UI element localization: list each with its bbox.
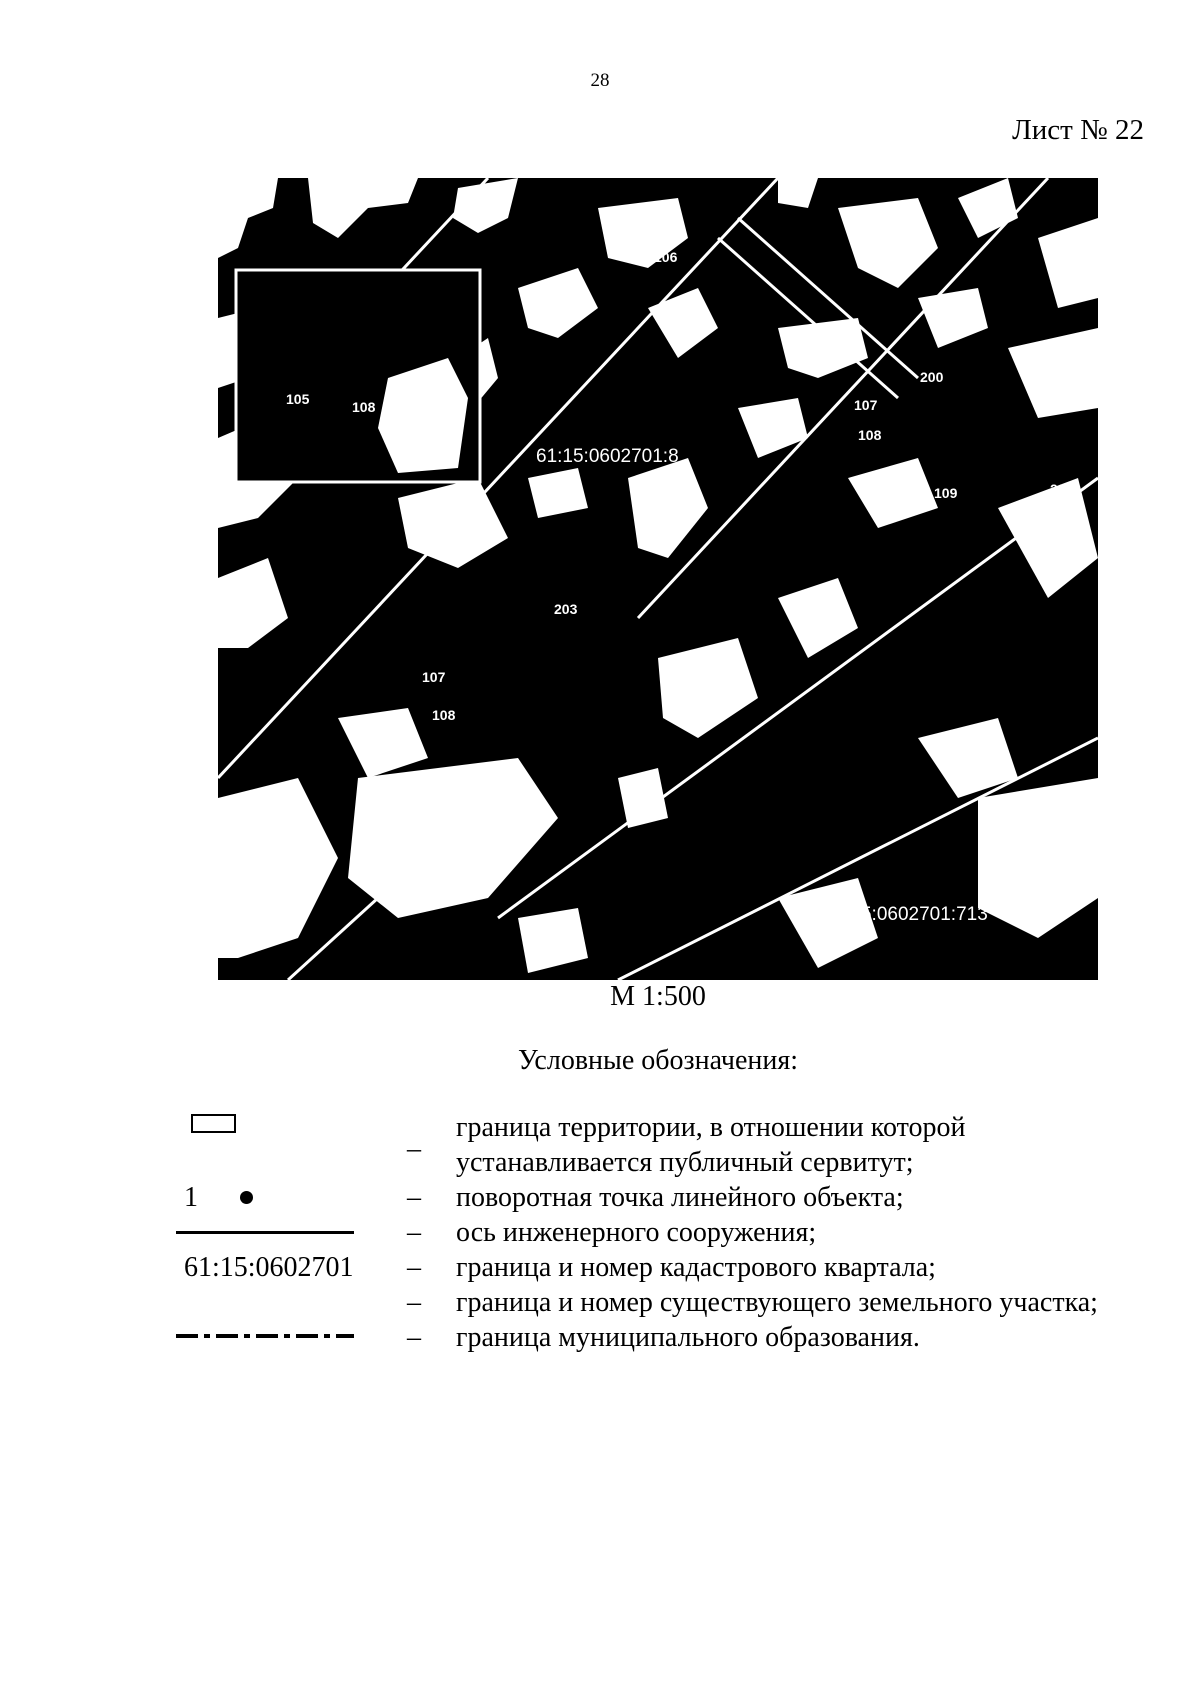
legend-dash: – [407, 1322, 421, 1353]
point-label: 106 [654, 249, 678, 265]
legend-dash: – [407, 1252, 421, 1283]
boundary-rectangle-icon [176, 1110, 356, 1145]
legend-title: Условные обозначения: [517, 1045, 799, 1076]
legend-text: граница территории, в отношении которой устанавливается публичный сервитут; [456, 1112, 966, 1178]
quarter-number-symbol: 61:15:0602701 [184, 1252, 354, 1283]
point-label: 109 [934, 485, 958, 501]
map-scale: М 1:500 [610, 981, 706, 1012]
turning-point-icon: 1 [176, 1180, 356, 1215]
sheet-label: Лист № 22 [1012, 114, 1144, 146]
point-label: 108 [858, 427, 882, 443]
legend-text: граница муниципального образования. [456, 1322, 920, 1353]
legend-item [176, 1320, 1136, 1355]
legend-item [176, 1250, 1136, 1285]
point-label: 200 [920, 369, 944, 385]
point-label: 107 [422, 669, 446, 685]
map-image [218, 178, 1098, 980]
point-label: 203 [554, 601, 578, 617]
parcel-label: 61:15:0602701:8 [536, 446, 679, 467]
parcel-label: 61:15:0602701:713 [824, 904, 988, 925]
legend-dash: – [407, 1182, 421, 1213]
legend-item [176, 1285, 1136, 1320]
point-label: 108 [432, 707, 456, 723]
legend-text: граница и номер кадастрового квартала; [456, 1252, 936, 1283]
legend-text: граница и номер существующего земельного участка; [456, 1287, 1098, 1318]
legend-text: ось инженерного сооружения; [456, 1217, 817, 1248]
legend-dash: – [407, 1217, 421, 1248]
point-label: 205 [1050, 481, 1074, 497]
page-number: 28 [590, 70, 610, 91]
point-label: 108 [352, 399, 376, 415]
legend [176, 1110, 1136, 1355]
solid-line-icon [176, 1215, 356, 1250]
dash-dot-line-icon [176, 1320, 356, 1355]
point-label: 105 [286, 391, 310, 407]
legend-item [176, 1180, 1136, 1215]
legend-dash: – [407, 1287, 421, 1318]
legend-dash: _ [407, 1124, 421, 1155]
legend-item [176, 1215, 1136, 1250]
legend-item [176, 1110, 1136, 1180]
legend-text: поворотная точка линейного объекта; [456, 1182, 904, 1213]
point-label: 107 [854, 397, 878, 413]
